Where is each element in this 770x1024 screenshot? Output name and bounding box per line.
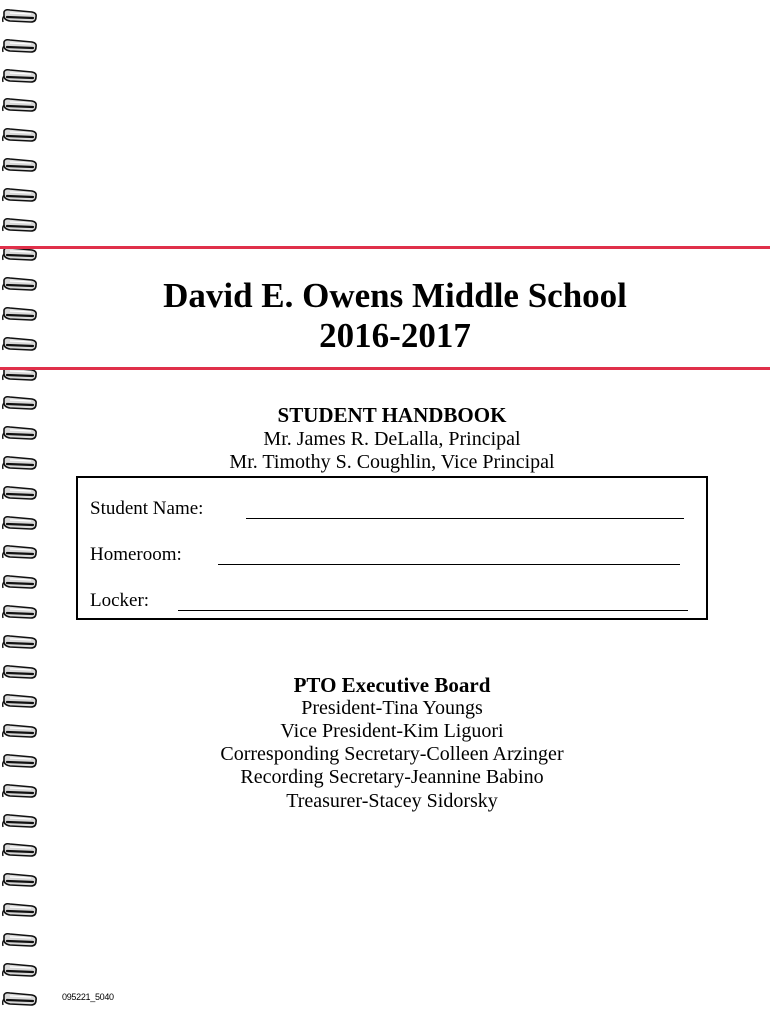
binding-ring-icon (2, 127, 38, 145)
binding-ring-icon (2, 842, 38, 860)
binding-ring-icon (2, 634, 38, 652)
binding-ring-icon (2, 515, 38, 533)
binding-ring-icon (2, 902, 38, 920)
binding-ring-icon (2, 217, 38, 235)
spiral-binding (0, 0, 40, 1024)
locker-label: Locker: (90, 590, 150, 611)
binding-ring-icon (2, 8, 38, 26)
binding-ring-icon (2, 157, 38, 175)
pto-member: President-Tina Youngs (301, 697, 483, 719)
binding-ring-icon (2, 544, 38, 562)
vice-principal-line: Mr. Timothy S. Coughlin, Vice Principal (229, 451, 555, 473)
school-name: David E. Owens Middle School (163, 276, 627, 315)
handbook-title: STUDENT HANDBOOK (277, 403, 507, 427)
binding-ring-icon (2, 68, 38, 86)
pto-member: Treasurer-Stacey Sidorsky (286, 790, 498, 812)
binding-ring-icon (2, 574, 38, 592)
binding-ring-icon (2, 872, 38, 890)
principal-line: Mr. James R. DeLalla, Principal (263, 428, 521, 450)
binding-ring-icon (2, 38, 38, 56)
student-info-box (76, 476, 708, 620)
pto-member: Vice President-Kim Liguori (280, 720, 504, 742)
locker-field[interactable] (178, 610, 688, 611)
binding-ring-icon (2, 813, 38, 831)
school-year: 2016-2017 (319, 316, 471, 355)
binding-ring-icon (2, 604, 38, 622)
pto-title: PTO Executive Board (293, 673, 491, 697)
binding-ring-icon (2, 485, 38, 503)
top-red-rule (0, 246, 770, 249)
binding-ring-icon (2, 962, 38, 980)
student-name-label: Student Name: (90, 498, 204, 519)
homeroom-field[interactable] (218, 564, 680, 565)
pto-member: Corresponding Secretary-Colleen Arzinger (220, 743, 564, 765)
student-name-field[interactable] (246, 518, 684, 519)
homeroom-label: Homeroom: (90, 544, 182, 565)
pto-member: Recording Secretary-Jeannine Babino (240, 766, 544, 788)
binding-ring-icon (2, 991, 38, 1009)
document-code: 095221_5040 (62, 992, 114, 1002)
binding-ring-icon (2, 97, 38, 115)
bottom-red-rule (0, 367, 770, 370)
binding-ring-icon (2, 187, 38, 205)
binding-ring-icon (2, 932, 38, 950)
binding-ring-icon (2, 246, 38, 264)
